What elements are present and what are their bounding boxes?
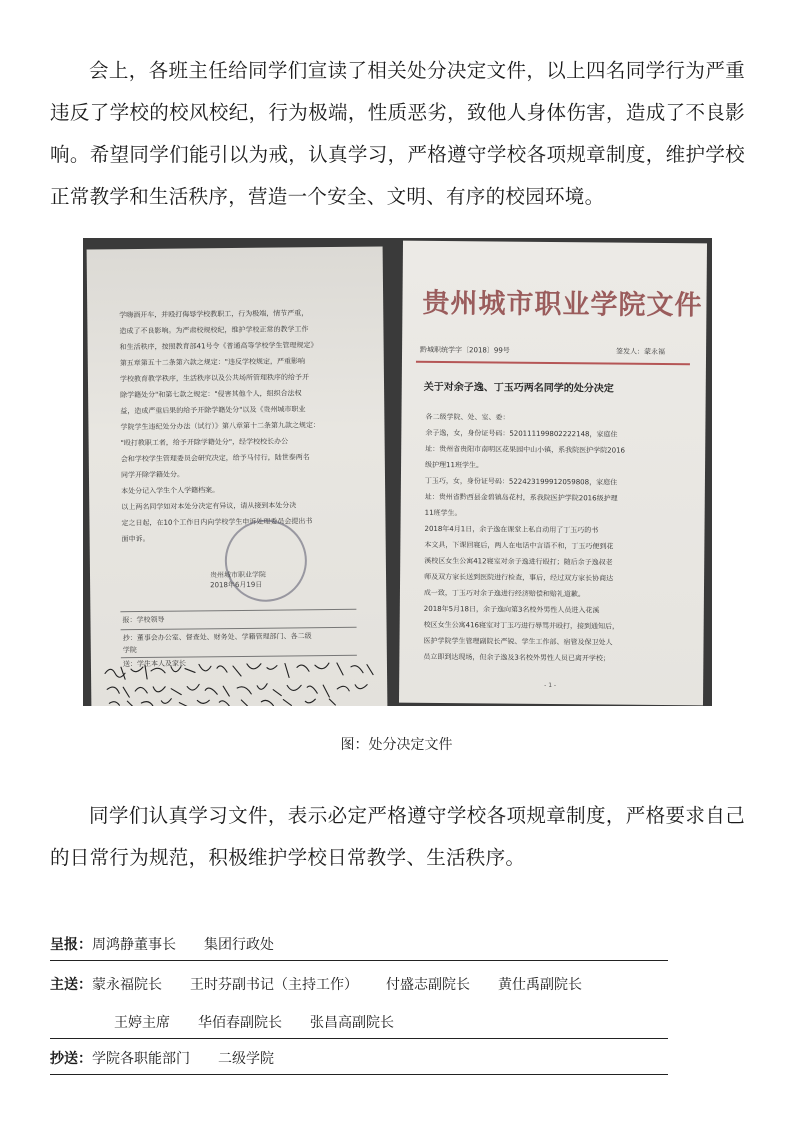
- left-sheet-line: 学校教育教学秩序，生活秩序以及公共场所管理秩序的给予开: [119, 373, 309, 384]
- footer-rule: [50, 1038, 668, 1039]
- right-sheet-line: 丁玉巧，女，身份证号码：522423199912059808，家庭住: [424, 476, 618, 487]
- left-sheet-line: 同学开除学籍处分。: [120, 470, 185, 480]
- left-sheet-body: [119, 305, 362, 548]
- document-photo: [83, 238, 712, 706]
- left-sheet-line: 定之日起，在10个工作日内向学校学生申诉处理委员会提出书: [121, 517, 313, 528]
- right-sheet-line: 11班学生。: [424, 508, 462, 518]
- cc-recipient: 二级学院: [218, 1051, 274, 1067]
- distribution-cc: 抄：董事会办公室、督查处、财务处、学籍管理部门、各二级: [122, 632, 312, 643]
- footer-report-row: [50, 934, 274, 954]
- left-sheet-line: 益，造成严重后果的给予开除学籍处分"以及《贵州城市职业: [120, 405, 306, 416]
- footer-main-row-2: [114, 1012, 394, 1032]
- main-recipient: 华佰春副院长: [198, 1015, 282, 1031]
- page-number: - 1 -: [544, 681, 557, 690]
- right-sheet-line: 本文具，下课回寝后，两人在电话中言语不和，丁玉巧便到花: [424, 540, 614, 551]
- distribution-send: 送：学生本人及家长: [122, 659, 186, 669]
- right-sheet-line: 2018年5月18日，余子逸向第3名校外男性人员进入花溪: [423, 604, 600, 615]
- left-sheet-line: 第五章第五十二条第六款之规定："违反学校规定，严重影响: [119, 357, 306, 368]
- left-sheet-line: "殴打教职工者，给予开除学籍处分"，经学校校长办公: [120, 437, 289, 448]
- footer-cc-row: [50, 1048, 274, 1068]
- right-sheet-line: 址：贵州省黔西县金碧镇岛花村，系我院医护学院2016级护理: [424, 492, 618, 503]
- right-sheet-line: 校区女生公寓416寝室对丁玉巧进行辱骂并殴打，接到通知后，: [423, 620, 620, 631]
- handwritten-signatures: [101, 657, 382, 706]
- left-sheet-line: 学院学生违纪处分办法（试行）》第八章第十二条第九款之规定：: [120, 421, 320, 432]
- main-recipient: 黄仕禹副院长: [498, 977, 582, 993]
- left-document-sheet: [87, 246, 388, 706]
- distribution-rule: [121, 627, 357, 630]
- right-sheet-line: 余子逸，女，身份证号码：520111199802222148，家庭住: [425, 428, 618, 439]
- right-sheet-line: 2018年4月1日，余子逸在课堂上私自动用了丁玉巧的书: [424, 524, 599, 535]
- report-recipient: 周鸿静董事长: [92, 937, 176, 953]
- right-sheet-line: 址：贵州省贵阳市南明区花果园中山小镇，系我院医护学院2016: [425, 444, 626, 455]
- cc-label: 抄送：: [50, 1051, 92, 1067]
- seal-caption: [210, 570, 266, 591]
- left-sheet-line: 会和学校学生管理委员会研究决定，给予马付行，陆世泰两名: [120, 453, 310, 464]
- cc-recipient: 学院各职能部门: [92, 1051, 190, 1067]
- main-recipient: 付盛志副院长: [386, 977, 470, 993]
- seal-org: 贵州城市职业学院: [209, 570, 267, 580]
- report-recipient: 集团行政处: [204, 937, 274, 953]
- right-sheet-line: 员立即到达现场，但余子逸及3名校外男性人员已离开学校；: [423, 652, 610, 663]
- left-sheet-line: 和生活秩序，按照教育部41号令《普通高等学校学生管理规定》: [119, 341, 318, 352]
- left-sheet-line: 面申诉。: [121, 534, 150, 544]
- main-recipient: 王婷主席: [114, 1015, 170, 1031]
- left-sheet-line: 除学籍处分"和第七款之规定："侵害其他个人，组织合法权: [120, 389, 302, 400]
- right-sheet-line: 成一致，丁玉巧对余子逸进行经济赔偿和赔礼道歉。: [423, 588, 585, 599]
- right-sheet-line: 级护理11班学生。: [425, 460, 484, 470]
- right-sheet-body: [423, 409, 687, 667]
- report-label: 呈报：: [50, 937, 92, 953]
- right-document-sheet: [399, 241, 707, 706]
- main-label: 主送：: [50, 977, 92, 993]
- right-sheet-line: 各二级学院、处、室、委：: [425, 412, 510, 422]
- document-subject: 关于对余子逸、丁玉巧两名同学的处分决定: [423, 381, 614, 395]
- closing-paragraph: 同学们认真学习文件，表示必定严格遵守学校各项规章制度，严格要求自己的日常行为规范，积极维护学校日常教学、生活秩序。: [50, 804, 745, 869]
- footer-rule: [50, 960, 668, 961]
- document-header-title: 贵州城市职业学院文件: [422, 287, 703, 322]
- figure-caption: 图：处分决定文件: [340, 737, 453, 753]
- intro-paragraph: 会上，各班主任给同学们宣读了相关处分决定文件，以上四名同学行为严重违反了学校的校风校纪，行为极端，性质恶劣，致他人身体伤害，造成了不良影响。希望同学们能引以为戒，认真学习，严格遵守学校各项规章制度，维护学校正常教学和生活秩序，营造一个安全、文明、有序的校园环境。: [50, 59, 745, 208]
- right-sheet-line: 溪校区女生公寓412寝室对余子逸进行殴打；随后余子逸叔老: [424, 556, 613, 567]
- footer-main-row: [50, 974, 582, 994]
- header-red-rule: [416, 361, 690, 365]
- main-recipient: 张昌高副院长: [310, 1015, 394, 1031]
- right-sheet-line: 师及双方家长送到医院进行检查，事后，经过双方家长协商达: [424, 572, 614, 583]
- seal-date: 2018年6月19日: [210, 580, 263, 590]
- left-sheet-line: 以上两名同学如对本处分决定有异议，请从接到本处分决: [121, 501, 297, 512]
- left-sheet-line: 学嗨酒开车，并殴打侮辱学校教职工，行为极端，情节严重，: [119, 309, 309, 320]
- right-sheet-line: 医护学院学生管理副院长严锐、学生工作部、宿管及保卫处人: [423, 636, 613, 647]
- document-number: 黔城职统学字〔2018〕99号: [420, 345, 510, 355]
- footer-rule: [50, 1074, 668, 1075]
- distribution-report: 报：学校领导: [122, 615, 165, 625]
- main-recipient: 王时芬副书记（主持工作）: [190, 977, 358, 993]
- left-sheet-line: 本处分记入学生个人学籍档案。: [121, 486, 220, 496]
- document-signer: 签发人：蒙永福: [616, 347, 666, 356]
- left-sheet-line: 造成了不良影响。为严肃校规校纪，维护学校正常的教学工作: [119, 325, 309, 336]
- distribution-rule: [120, 609, 356, 612]
- main-recipient: 蒙永福院长: [92, 977, 162, 993]
- distribution-cc-cont: 学院: [122, 646, 137, 655]
